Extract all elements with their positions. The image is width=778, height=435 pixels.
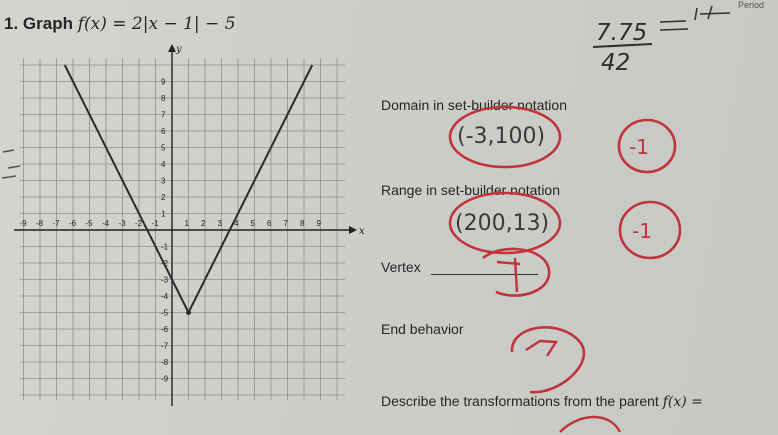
x-tick-label: 8 (300, 219, 305, 228)
end-behavior-question: End behavior (381, 321, 464, 337)
domain-mark: -1 (629, 135, 649, 159)
describe-mark (560, 417, 620, 432)
score-equals (660, 21, 688, 30)
x-tick-label: -7 (52, 219, 60, 228)
x-tick-label: -8 (36, 219, 44, 228)
y-tick-label: 9 (161, 77, 166, 87)
end-behavior-mark (512, 327, 584, 392)
x-tick-label: 1 (184, 219, 189, 228)
x-tick-label: -6 (69, 219, 77, 228)
y-tick-label: -1 (161, 242, 169, 252)
y-tick-label: 4 (161, 160, 166, 169)
x-tick-label: -9 (19, 219, 27, 228)
score-top: 7.75 (596, 20, 648, 46)
y-tick-label: -3 (161, 275, 169, 285)
y-tick-label: -7 (161, 341, 169, 351)
x-tick-label: 5 (250, 219, 255, 228)
describe-fx: f(x) = (662, 394, 703, 410)
y-axis-label: y (176, 44, 182, 55)
range-answer: (200,13) (455, 211, 550, 236)
y-tick-label: 7 (161, 110, 166, 120)
x-tick-label: -5 (85, 219, 93, 228)
y-tick-label: -6 (161, 325, 169, 334)
x-tick-label: -2 (135, 219, 143, 228)
x-tick-label: 9 (316, 219, 321, 228)
y-tick-label: -4 (161, 292, 169, 301)
problem-function: f(x) = 2|x − 1| − 5 (77, 14, 236, 34)
x-tick-label: 3 (217, 219, 222, 228)
x-axis-label: x (359, 226, 365, 237)
score-bottom: 42 (601, 50, 631, 76)
vertex-question: Vertex (381, 259, 421, 275)
vertex-mark-stroke (497, 258, 520, 292)
y-tick-label: 6 (161, 127, 166, 136)
y-tick-label: -5 (161, 308, 169, 318)
x-tick-label: -4 (102, 219, 110, 228)
y-tick-label: 3 (161, 176, 166, 186)
y-tick-label: -2 (161, 259, 169, 268)
x-tick-label: 7 (283, 219, 288, 228)
period-label: Period (738, 0, 765, 10)
domain-answer: (-3,100) (457, 124, 546, 149)
y-tick-label: 5 (161, 143, 166, 153)
range-mark: -1 (632, 219, 652, 243)
x-tick-label: 4 (234, 219, 239, 228)
y-tick-label: -8 (161, 358, 169, 367)
y-tick-label: 8 (161, 94, 166, 103)
y-tick-label: 1 (161, 209, 166, 219)
problem-prompt: Graph (22, 14, 73, 33)
x-tick-label: 6 (267, 219, 272, 228)
y-tick-label: -9 (161, 374, 169, 384)
problem-number: 1. (4, 14, 19, 33)
x-tick-label: -3 (118, 219, 126, 228)
x-tick-label: 2 (201, 219, 206, 228)
score-scribble (695, 6, 730, 20)
x-tick-label: -1 (151, 219, 159, 228)
margin-scribble (2, 150, 20, 178)
describe-text: Describe the transformations from the parent (381, 393, 659, 409)
range-question: Range in set-builder notation (381, 182, 561, 198)
y-tick-label: 2 (161, 193, 166, 202)
domain-question: Domain in set-builder notation (381, 97, 567, 113)
end-behavior-mark-stroke (526, 341, 556, 356)
